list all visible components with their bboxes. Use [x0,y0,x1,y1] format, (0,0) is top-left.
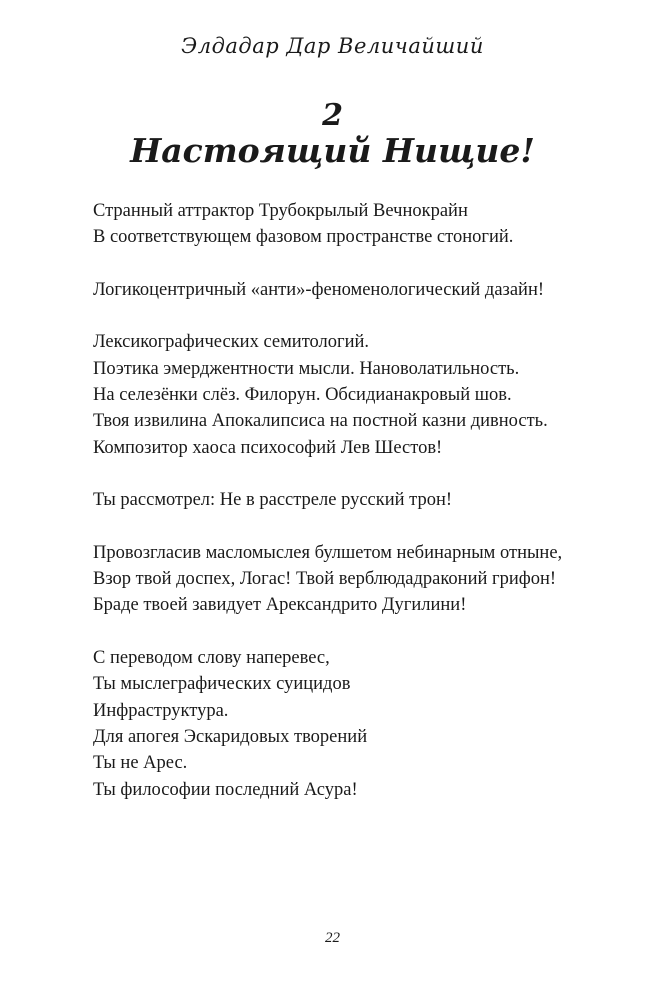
poem-line: Твоя извилина Апокалипсиса на постной казни дивность. [93,411,548,432]
poem-line: Поэтика эмерджентности мысли. Нановолатильность. [93,358,520,379]
stanza-3 [93,329,633,460]
poem-line: С переводом слову наперевес, [93,648,330,669]
poem-line: Ты мыслеграфических суицидов [93,674,351,695]
poem-line: На селезёнки слёз. Филорун. Обсидианакровый шов. [93,385,512,406]
poem-line: Ты философии последний Асура! [93,779,358,800]
stanza-2 [93,277,633,303]
page-number: 22 [325,930,340,946]
chapter-number: 2 [322,98,343,133]
poem-line: Провозгласив масломыслея булшетом небинарным отныне, [93,542,563,563]
poem-line: Для апогея Эскаридовых творений [93,726,368,747]
stanza-gap [93,514,633,540]
stanza-5 [93,540,633,619]
stanza-gap [93,461,633,487]
poem-line: Странный аттрактор Трубокрылый Вечнокрайн [93,201,468,221]
poem-line: Ты рассмотрел: Не в расстреле русский трон! [93,490,453,511]
stanza-4 [93,487,633,513]
stanza-gap [93,619,633,645]
stanza-1 [93,198,633,251]
poem-line: Взор твой доспех, Логас! Твой верблюдадраконий грифон! [93,569,557,590]
poem-line: В соответствующем фазовом пространстве стоногий. [93,227,514,248]
stanza-6 [93,645,633,803]
stanza-gap [93,303,633,329]
running-head: Элдадар Дар Величайший [181,34,484,58]
poem-line: Ты не Арес. [93,753,188,774]
stanza-gap [93,251,633,277]
poem-line: Логикоцентричный «анти»-феноменологический дазайн! [93,279,545,300]
chapter-title: Настоящий Нищие! [130,131,535,170]
poem-body [93,198,633,803]
poem-line: Инфраструктура. [93,700,229,721]
poem-line: Браде твоей завидует Арександрито Дугилини! [93,595,467,616]
poem-line: Лексикографических семитологий. [93,332,370,353]
poem-line: Композитор хаоса психософий Лев Шестов! [93,437,443,458]
